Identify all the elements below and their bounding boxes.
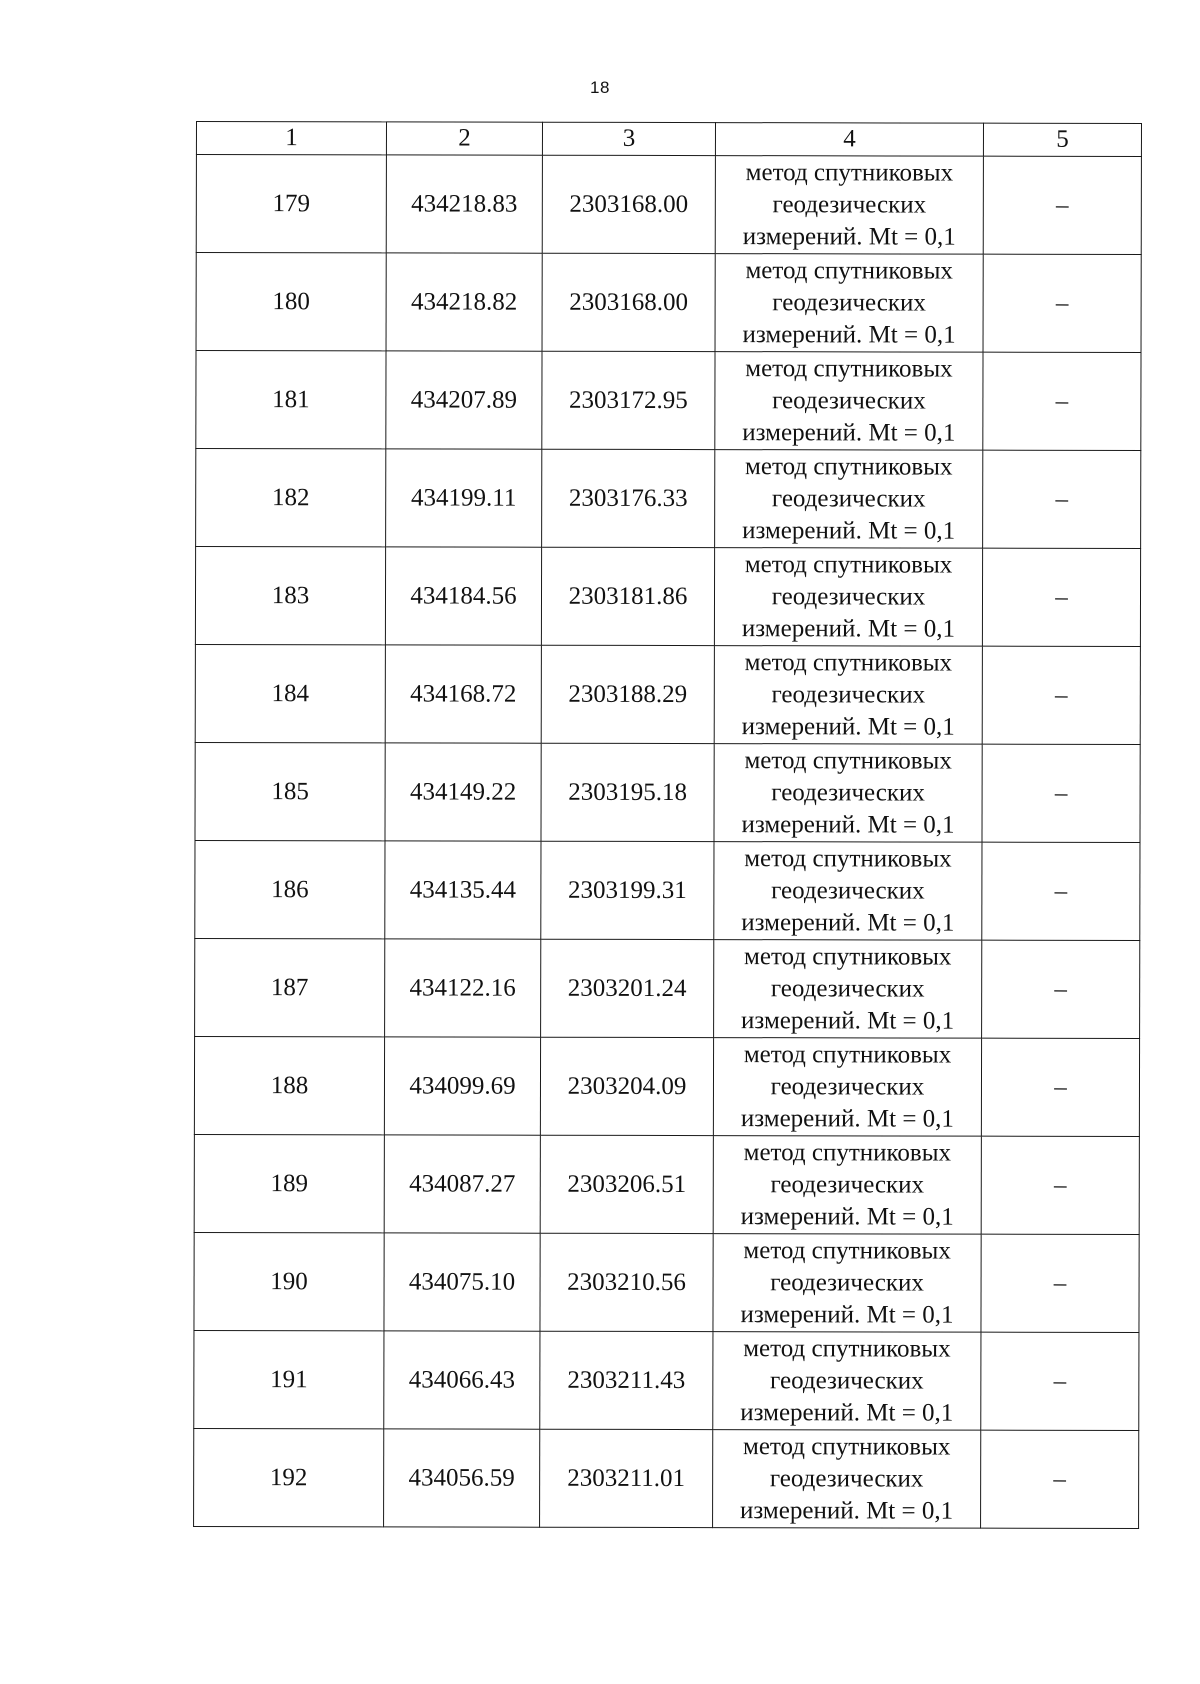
point-number-cell: 186 xyxy=(195,840,385,938)
method-text-line-2: геодезических xyxy=(770,1072,925,1101)
method-cell xyxy=(714,548,982,647)
method-text-line-1: метод спутниковых xyxy=(745,256,953,285)
method-text-line-1: метод спутниковых xyxy=(744,648,953,677)
point-number-cell: 187 xyxy=(195,938,385,1036)
method-text-line-1: метод спутниковых xyxy=(745,158,954,187)
y-coordinate-cell: 2303172.95 xyxy=(542,351,715,449)
x-coordinate-cell: 434218.82 xyxy=(386,253,542,351)
note-cell: – xyxy=(981,1038,1139,1136)
note-cell: – xyxy=(982,548,1140,646)
y-coordinate-cell: 2303211.01 xyxy=(540,1429,713,1527)
method-cell xyxy=(714,940,982,1039)
method-cell xyxy=(714,842,982,941)
note-cell: – xyxy=(982,744,1140,842)
method-text-line-3: измерений. Mt = 0,1 xyxy=(740,1398,954,1427)
x-coordinate-cell: 434122.16 xyxy=(385,939,541,1037)
note-cell: – xyxy=(981,1430,1139,1528)
y-coordinate-cell: 2303195.18 xyxy=(541,743,714,841)
column-header-4: 4 xyxy=(715,123,983,157)
method-text-line-2: геодезических xyxy=(771,484,926,513)
method-text-line-1: метод спутниковых xyxy=(742,1432,951,1461)
point-number-cell: 188 xyxy=(194,1036,384,1134)
y-coordinate-cell: 2303206.51 xyxy=(540,1135,713,1233)
point-number-cell: 181 xyxy=(196,351,386,449)
note-cell: – xyxy=(981,1136,1139,1234)
method-text-line-3: измерений. Mt = 0,1 xyxy=(741,712,955,741)
point-number-cell: 182 xyxy=(196,449,386,547)
method-text-line-2: геодезических xyxy=(771,778,925,807)
point-number-cell: 192 xyxy=(194,1428,384,1526)
table-row xyxy=(195,547,1140,647)
point-number-cell: 189 xyxy=(194,1134,384,1232)
method-text-line-3: измерений. Mt = 0,1 xyxy=(741,908,955,937)
y-coordinate-cell: 2303176.33 xyxy=(542,449,715,547)
method-text-line-3: измерений. Mt = 0,1 xyxy=(742,320,956,349)
method-text-line-3: измерений. Mt = 0,1 xyxy=(740,1496,954,1525)
column-header-1: 1 xyxy=(196,122,386,155)
method-cell xyxy=(714,744,982,843)
y-coordinate-cell: 2303199.31 xyxy=(541,841,714,939)
method-cell xyxy=(713,1038,981,1137)
table-row xyxy=(195,644,1140,744)
x-coordinate-cell: 434135.44 xyxy=(385,841,541,939)
column-header-5: 5 xyxy=(983,123,1141,156)
column-header-3: 3 xyxy=(542,122,715,155)
note-cell: – xyxy=(982,842,1140,940)
table-row xyxy=(194,1232,1139,1332)
x-coordinate-cell: 434099.69 xyxy=(384,1037,540,1135)
method-cell xyxy=(715,352,983,451)
table-row xyxy=(194,1330,1139,1430)
method-text-line-1: метод спутниковых xyxy=(744,550,953,579)
coordinates-table xyxy=(193,121,1142,1529)
method-text-line-3: измерений. Mt = 0,1 xyxy=(741,810,955,839)
page-number: 18 xyxy=(590,78,610,97)
method-cell xyxy=(715,254,983,353)
table-row xyxy=(196,449,1141,549)
note-cell: – xyxy=(983,352,1141,450)
x-coordinate-cell: 434218.83 xyxy=(386,155,542,253)
note-cell: – xyxy=(983,156,1141,254)
y-coordinate-cell: 2303181.86 xyxy=(541,547,714,645)
method-cell xyxy=(713,1234,981,1333)
method-text-line-1: метод спутниковых xyxy=(744,844,952,873)
x-coordinate-cell: 434184.56 xyxy=(385,547,541,645)
method-text-line-2: геодезических xyxy=(771,582,926,611)
x-coordinate-cell: 434087.27 xyxy=(384,1135,540,1233)
method-text-line-1: метод спутниковых xyxy=(744,942,952,971)
method-text-line-1: метод спутниковых xyxy=(745,452,953,481)
table-row xyxy=(195,938,1140,1038)
method-cell xyxy=(715,450,983,549)
method-text-line-3: измерений. Mt = 0,1 xyxy=(740,1202,954,1231)
table-header-row xyxy=(196,122,1141,157)
table-row xyxy=(194,1036,1139,1136)
method-text-line-2: геодезических xyxy=(770,974,925,1003)
y-coordinate-cell: 2303211.43 xyxy=(540,1331,713,1429)
table-row xyxy=(194,1134,1139,1234)
note-cell: – xyxy=(983,450,1141,548)
column-header-2: 2 xyxy=(386,122,542,155)
note-cell: – xyxy=(981,1332,1139,1430)
y-coordinate-cell: 2303168.00 xyxy=(542,155,715,253)
method-text-line-2: геодезических xyxy=(770,1170,925,1199)
method-text-line-1: метод спутниковых xyxy=(743,1138,952,1167)
x-coordinate-cell: 434199.11 xyxy=(386,449,542,547)
method-text-line-1: метод спутниковых xyxy=(743,1236,951,1265)
method-text-line-3: измерений. Mt = 0,1 xyxy=(742,418,956,447)
x-coordinate-cell: 434075.10 xyxy=(384,1233,540,1331)
point-number-cell: 190 xyxy=(194,1232,384,1330)
method-cell xyxy=(714,646,982,745)
y-coordinate-cell: 2303168.00 xyxy=(542,253,715,351)
x-coordinate-cell: 434168.72 xyxy=(385,645,541,743)
point-number-cell: 184 xyxy=(195,644,385,742)
x-coordinate-cell: 434066.43 xyxy=(384,1331,540,1429)
note-cell: – xyxy=(982,646,1140,744)
x-coordinate-cell: 434056.59 xyxy=(384,1429,540,1527)
method-cell xyxy=(713,1430,981,1529)
table-row xyxy=(196,351,1141,451)
method-text-line-2: геодезических xyxy=(770,1366,924,1395)
table-row xyxy=(195,840,1140,940)
method-text-line-1: метод спутниковых xyxy=(743,1040,952,1069)
point-number-cell: 179 xyxy=(196,155,386,253)
point-number-cell: 191 xyxy=(194,1330,384,1428)
y-coordinate-cell: 2303188.29 xyxy=(541,645,714,743)
table-row xyxy=(196,155,1141,255)
table-row xyxy=(195,742,1140,842)
method-text-line-3: измерений. Mt = 0,1 xyxy=(742,516,956,545)
x-coordinate-cell: 434149.22 xyxy=(385,743,541,841)
method-text-line-2: геодезических xyxy=(772,190,927,219)
coordinates-table-body xyxy=(194,122,1142,1529)
y-coordinate-cell: 2303201.24 xyxy=(541,939,714,1037)
point-number-cell: 183 xyxy=(195,547,385,645)
x-coordinate-cell: 434207.89 xyxy=(386,351,542,449)
method-text-line-2: геодезических xyxy=(772,386,926,415)
method-text-line-2: геодезических xyxy=(772,288,926,317)
method-text-line-2: геодезических xyxy=(771,680,926,709)
method-text-line-3: измерений. Mt = 0,1 xyxy=(741,614,955,643)
note-cell: – xyxy=(981,1234,1139,1332)
note-cell: – xyxy=(983,254,1141,352)
note-cell: – xyxy=(982,940,1140,1038)
point-number-cell: 180 xyxy=(196,253,386,351)
method-text-line-2: геодезических xyxy=(771,876,925,905)
method-text-line-3: измерений. Mt = 0,1 xyxy=(740,1104,954,1133)
method-text-line-1: метод спутниковых xyxy=(743,1334,951,1363)
method-text-line-2: геодезических xyxy=(769,1464,924,1493)
table-row xyxy=(196,253,1141,353)
y-coordinate-cell: 2303210.56 xyxy=(540,1233,713,1331)
method-text-line-1: метод спутниковых xyxy=(745,354,953,383)
method-text-line-3: измерений. Mt = 0,1 xyxy=(742,222,956,251)
method-text-line-3: измерений. Mt = 0,1 xyxy=(740,1300,954,1329)
point-number-cell: 185 xyxy=(195,742,385,840)
method-text-line-1: метод спутниковых xyxy=(744,746,952,775)
method-text-line-2: геодезических xyxy=(770,1268,924,1297)
method-text-line-3: измерений. Mt = 0,1 xyxy=(741,1006,955,1035)
method-cell xyxy=(713,1332,981,1431)
method-cell xyxy=(715,156,983,255)
method-cell xyxy=(713,1136,981,1235)
y-coordinate-cell: 2303204.09 xyxy=(540,1037,713,1135)
table-row xyxy=(194,1428,1139,1528)
